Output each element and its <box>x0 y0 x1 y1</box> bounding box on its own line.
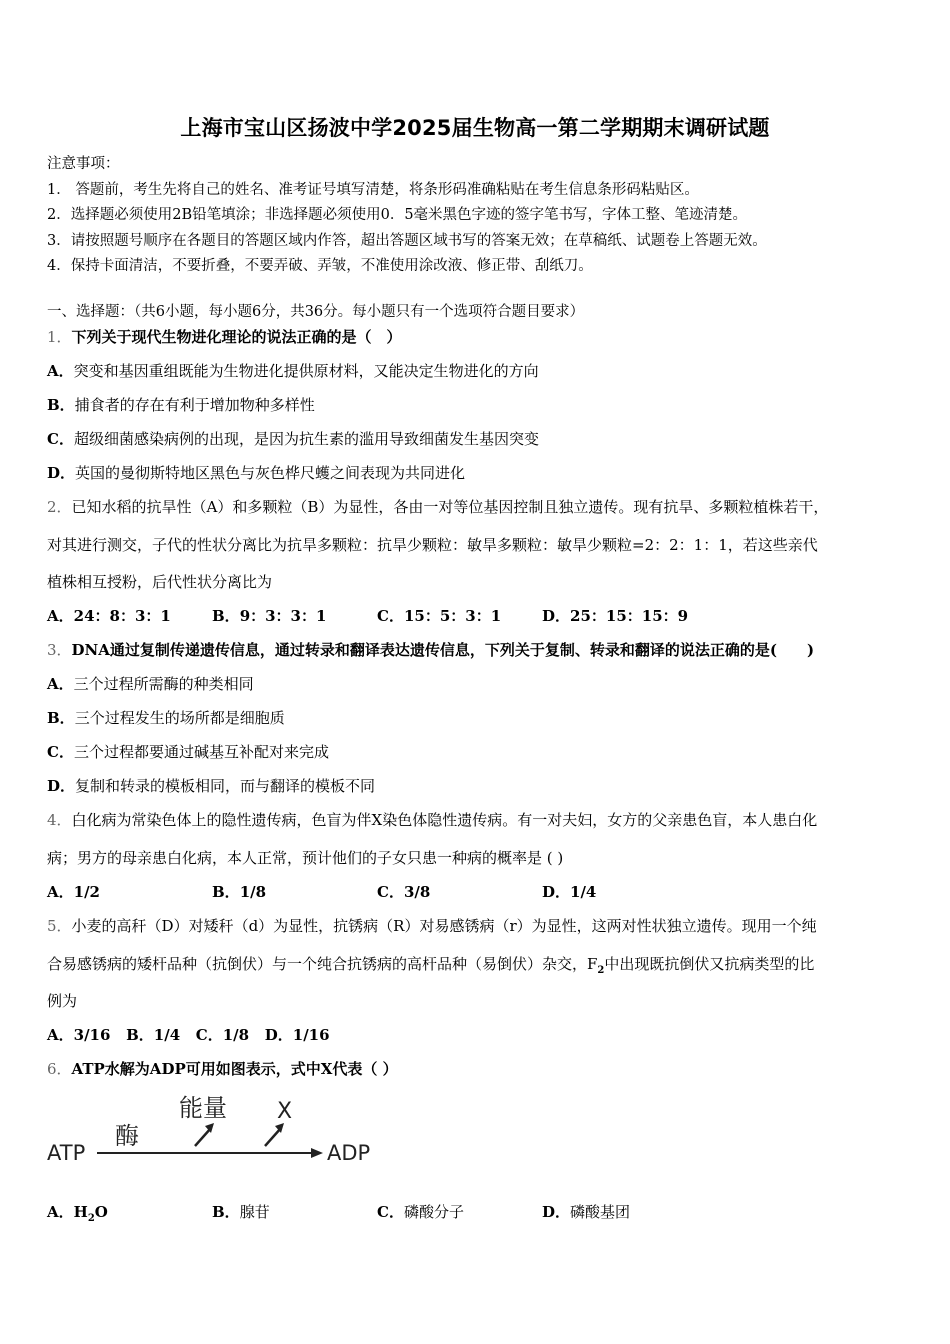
question-text: 已知水稻的抗旱性（A）和多颗粒（B）为显性，各由一对等位基因控制且独立遗传。现有抗旱、多颗粒植株若干， <box>71 498 829 516</box>
option-label: C． <box>47 430 74 448</box>
q6-option-b: B．腺苷 <box>212 1203 270 1221</box>
diagram-atp-label: ATP <box>47 1141 86 1165</box>
q2-option-a: A．24：8：3：1 <box>47 607 171 625</box>
question-text: DNA通过复制传递遗传信息，通过转录和翻译表达遗传信息，下列关于复制、转录和翻译的说法正确的是( ) <box>71 641 815 659</box>
question-number: 1． <box>47 328 72 346</box>
question-number: 5． <box>47 917 72 935</box>
question-3-stem <box>47 639 814 660</box>
notice-block <box>47 152 907 280</box>
option-label: C． <box>47 743 74 761</box>
q1-option-c <box>47 428 539 449</box>
question-number: 6． <box>47 1060 72 1078</box>
option-text: 英国的曼彻斯特地区黑色与灰色桦尺蠖之间表现为共同进化 <box>75 464 466 482</box>
q4-option-b: B．1/8 <box>212 883 267 901</box>
option-label: D． <box>47 464 76 482</box>
notice-item: 3．请按照题号顺序在各题目的答题区域内作答，超出答题区域书写的答案无效；在草稿纸、试题卷上答题无效。 <box>47 232 767 249</box>
q3-option-d <box>47 775 375 796</box>
q2-option-d: D．25：15：15：9 <box>542 607 689 625</box>
question-4-line: 病；男方的母亲患白化病，本人正常，预计他们的子女只患一种病的概率是 ( ) <box>47 849 564 867</box>
atp-hydrolysis-diagram <box>45 1086 385 1174</box>
question-text: ATP水解为ADP可用如图表示，式中X代表（ ） <box>71 1060 398 1078</box>
q5-options: A．3/16 B．1/4 C．1/8 D．1/16 <box>47 1026 330 1044</box>
diagram-x-label: X <box>277 1099 293 1124</box>
notice-item: 4．保持卡面清洁，不要折叠，不要弄破、弄皱，不准使用涂改液、修正带、刮纸刀。 <box>47 258 593 274</box>
q6-options <box>47 1201 630 1224</box>
question-number: 4． <box>47 811 72 829</box>
energy-arrow-line <box>195 1128 211 1146</box>
option-text: 三个过程都要通过碱基互补配对来完成 <box>73 743 329 761</box>
diagram-adp-label: ADP <box>327 1141 371 1165</box>
diagram-enzyme-label: 酶 <box>115 1122 139 1150</box>
q3-option-a <box>47 673 254 694</box>
option-label: A． <box>47 675 74 693</box>
q2-option-c: C．15：5：3：1 <box>377 607 502 625</box>
question-4-stem <box>47 809 817 830</box>
option-label: A． <box>47 362 74 380</box>
question-5-line: 例为 <box>47 992 78 1010</box>
question-5-stem <box>47 915 817 936</box>
q4-option-d: D．1/4 <box>542 883 597 901</box>
q2-options <box>47 605 688 626</box>
q1-option-b <box>47 394 315 415</box>
option-text: 三个过程发生的场所都是细胞质 <box>74 709 285 727</box>
question-6-stem <box>47 1058 398 1079</box>
question-text: 白化病为常染色体上的隐性遗传病，色盲为伴X染色体隐性遗传病。有一对夫妇，女方的父亲患色盲，本人患白化 <box>71 811 818 829</box>
question-2-stem <box>47 496 828 517</box>
question-5-line: 合易感锈病的矮杆品种（抗倒伏）与一个纯合抗锈病的高杆品种（易倒伏）杂交，$F_2$中出现既抗倒伏又抗病类型的比 <box>47 955 815 976</box>
q1-option-a <box>47 360 539 381</box>
question-1-stem <box>47 326 402 347</box>
option-text: 突变和基因重组既能为生物进化提供原材料，又能决定生物进化的方向 <box>73 362 539 380</box>
option-text: 三个过程所需酶的种类相同 <box>73 675 254 693</box>
q6-option-a: A．$H_2O$ <box>47 1203 108 1224</box>
option-text: 捕食者的存在有利于增加物种多样性 <box>74 396 315 414</box>
section-heading: 一、选择题：（共6小题，每小题6分，共36分。每小题只有一个选项符合题目要求） <box>47 304 585 320</box>
option-label: B． <box>47 396 75 414</box>
page-title: 上海市宝山区扬波中学2025届生物高一第二学期期末调研试题 <box>180 116 770 140</box>
notice-item: 2．选择题必须使用2B铅笔填涂；非选择题必须使用0．5毫米黑色字迹的签字笔书写，字体工整、笔迹清楚。 <box>47 207 748 223</box>
question-text: 小麦的高秆（D）对矮秆（d）为显性，抗锈病（R）对易感锈病（r）为显性，这两对性状独立遗传。现用一个纯 <box>71 917 817 935</box>
q4-option-a: A．1/2 <box>47 883 100 901</box>
q3-option-b <box>47 707 285 728</box>
notice-heading: 注意事项： <box>47 156 120 172</box>
reaction-arrow-head <box>311 1148 323 1158</box>
x-arrow-line <box>265 1128 281 1146</box>
question-2-line: 植株相互授粉，后代性状分离比为 <box>47 573 273 591</box>
q4-options <box>47 881 596 902</box>
notice-item: 1． 答题前，考生先将自己的姓名、准考证号填写清楚，将条形码准确粘贴在考生信息条形码粘贴区。 <box>47 181 699 198</box>
question-2-line: 对其进行测交，子代的性状分离比为抗旱多颗粒：抗旱少颗粒：敏旱多颗粒：敏旱少颗粒=2：2：1：1，若这些亲代 <box>47 536 818 554</box>
question-number: 2． <box>47 498 72 516</box>
question-number: 3． <box>47 641 72 659</box>
q1-option-d <box>47 462 465 483</box>
option-label: D． <box>47 777 76 795</box>
q6-option-d: D．磷酸基团 <box>542 1203 631 1221</box>
option-text: 超级细菌感染病例的出现，是因为抗生素的滥用导致细菌发生基因突变 <box>73 430 539 448</box>
q3-option-c <box>47 741 329 762</box>
option-text: 复制和转录的模板相同，而与翻译的模板不同 <box>75 777 376 795</box>
q6-option-c: C．磷酸分子 <box>377 1203 464 1221</box>
q4-option-c: C．3/8 <box>377 883 431 901</box>
question-text: 下列关于现代生物进化理论的说法正确的是（ ） <box>71 328 402 346</box>
option-label: B． <box>47 709 75 727</box>
diagram-energy-label: 能量 <box>179 1094 227 1122</box>
q2-option-b: B．9：3：3：1 <box>212 607 327 625</box>
